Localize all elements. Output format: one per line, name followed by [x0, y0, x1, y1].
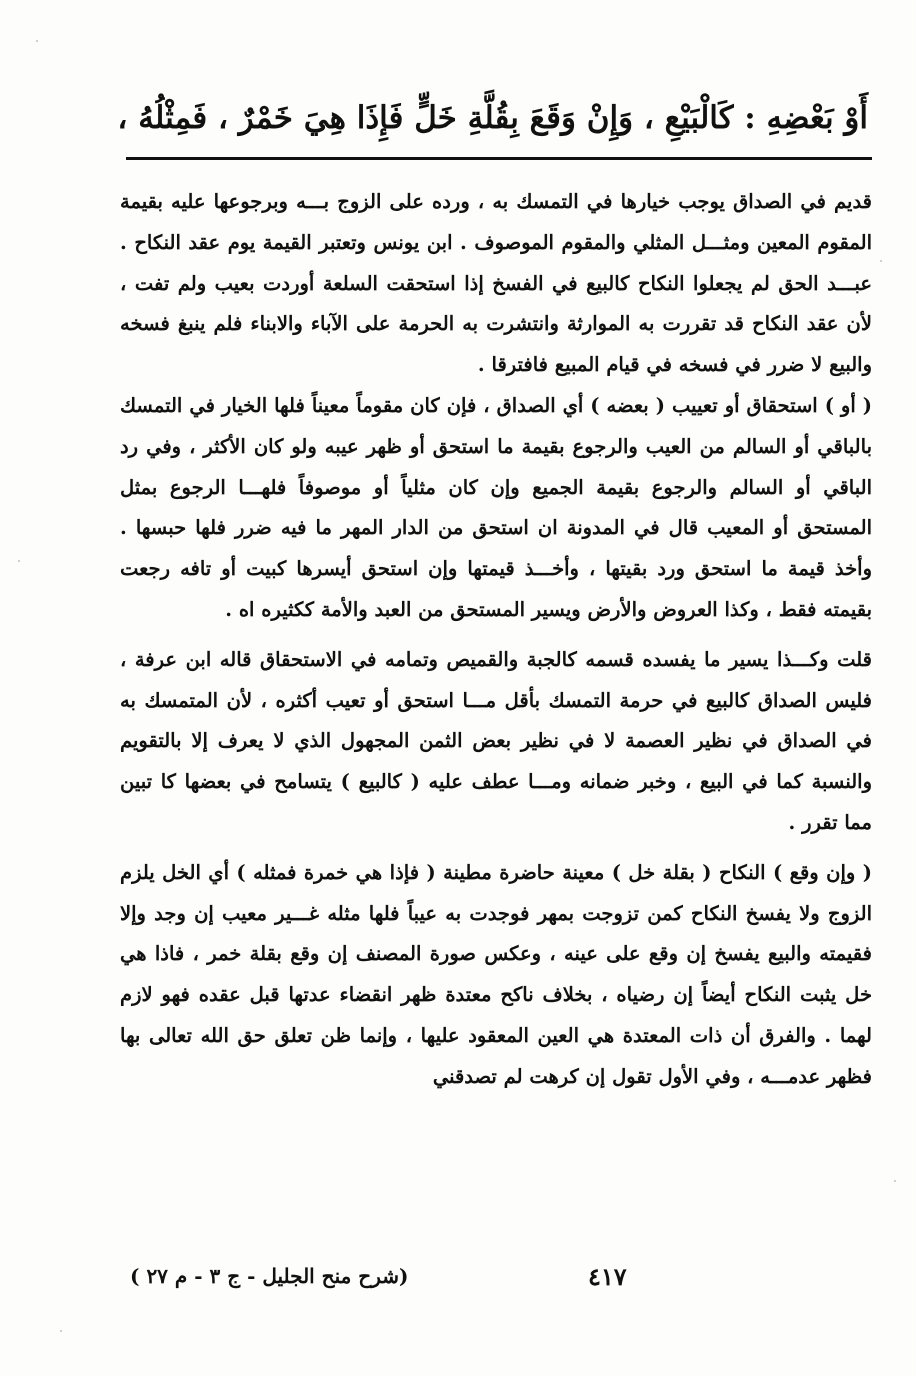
paragraph-3: قلت وكـــذا يسير ما يفسده قسمه كالجبة والقميص وتمامه في الاستحقاق قاله ابن عرفة ، فليس الصداق كالبيع في حرمة التمسك بأقل مـــا استحق أو تعيب أكثره ، لأن المتمسك به في الصداق في نظير العصمة لا في نظير بعض الثمن المجهول الذي لا يعرف إلا بالتقويم والنسبة كما في البيع ، وخبر ضمانه ومـــا عطف عليه ( كالبيع ) يتسامح في بعضها كا تبين مما تقرر . — [120, 647, 872, 834]
footer-source: (شرح منح الجليل - ج ٣ - م ٢٧ ) — [130, 1264, 409, 1288]
paper-speck — [36, 40, 38, 42]
page-number: ٤١٧ — [588, 1262, 627, 1291]
paragraph-4: ( وإن وقع ) النكاح ( بقلة خل ) معينة حاضرة مطينة ( فإذا هي خمرة فمثله ) أي الخل يلزم الزوج ولا يفسخ النكاح كمن تزوجت بمهر فوجدت به عيباً فلها مثله غـــير معيب إن وجد وإلا فقيمته والبيع يفسخ إن وقع على عينه ، وعكس صورة المصنف إن وقع بقلة خمر ، فاذا هي خل يثبت النكاح أيضاً إن رضياه ، بخلاف ناكح معتدة ظهر انقضاء عدتها قبل عقده فهو لازم لهما . والفرق أن ذات المعتدة هي العين المعقود عليها ، وإنما ظن تعلق حق الله تعالى بها فظهر عدمـــه ، وفي الأول تقول إن كرهت لم تصدقني — [120, 860, 872, 1088]
verse-header: أَوْ بَعْضِهِ : كَالْبَيْعِ ، وَإِنْ وَقَعَ بِقُلَّةِ خَلٍّ فَإِذَا هِيَ خَمْرٌ ، فَمِثْلُهُ ، — [117, 100, 868, 136]
paper-speck — [18, 560, 20, 562]
paper-speck — [880, 260, 882, 262]
paper-speck — [60, 1330, 62, 1332]
header-rule — [126, 157, 872, 160]
commentary-body — [120, 182, 872, 1098]
paper-speck — [894, 1180, 896, 1182]
page-footer — [120, 1262, 872, 1302]
paragraph-1: قديم في الصداق يوجب خيارها في التمسك به ، ورده على الزوج بـــه وبرجوعها عليه بقيمة المقوم المعين ومثـــل المثلي والمقوم الموصوف . ابن يونس وتعتبر القيمة يوم عقد النكاح . عبـــد الحق لم يجعلوا النكاح كالبيع في الفسخ إذا استحقت السلعة أوردت بعيب ولم تفت ، لأن عقد النكاح قد تقررت به الموارثة وانتشرت به الحرمة على الآباء والابناء فلم ينبغ فسخه والبيع لا ضرر في فسخه في قيام المبيع فافترقا . — [120, 190, 872, 377]
paragraph-2: ( أو ) استحقاق أو تعييب ( بعضه ) أي الصداق ، فإن كان مقوماً معيناً فلها الخيار في التمسك بالباقي أو السالم من العيب والرجوع بقيمة ما استحق أو ظهر عيبه ولو كان الأكثر ، وفي رد الباقي أو السالم والرجوع بقيمة الجميع وإن كان مثلياً أو موصوفاً فلهـــا الرجوع بمثل المستحق أو المعيب قال في المدونة ان استحق من الدار المهر ما فيه ضرر فلها حبسها . وأخذ قيمة ما استحق ورد بقيتها ، وأخـــذ قيمتها وإن استحق أيسرها كبيت أو تافه رجعت بقيمته فقط ، وكذا العروض والأرض ويسير المستحق من العبد والأمة ككثيره اه . — [120, 393, 872, 621]
